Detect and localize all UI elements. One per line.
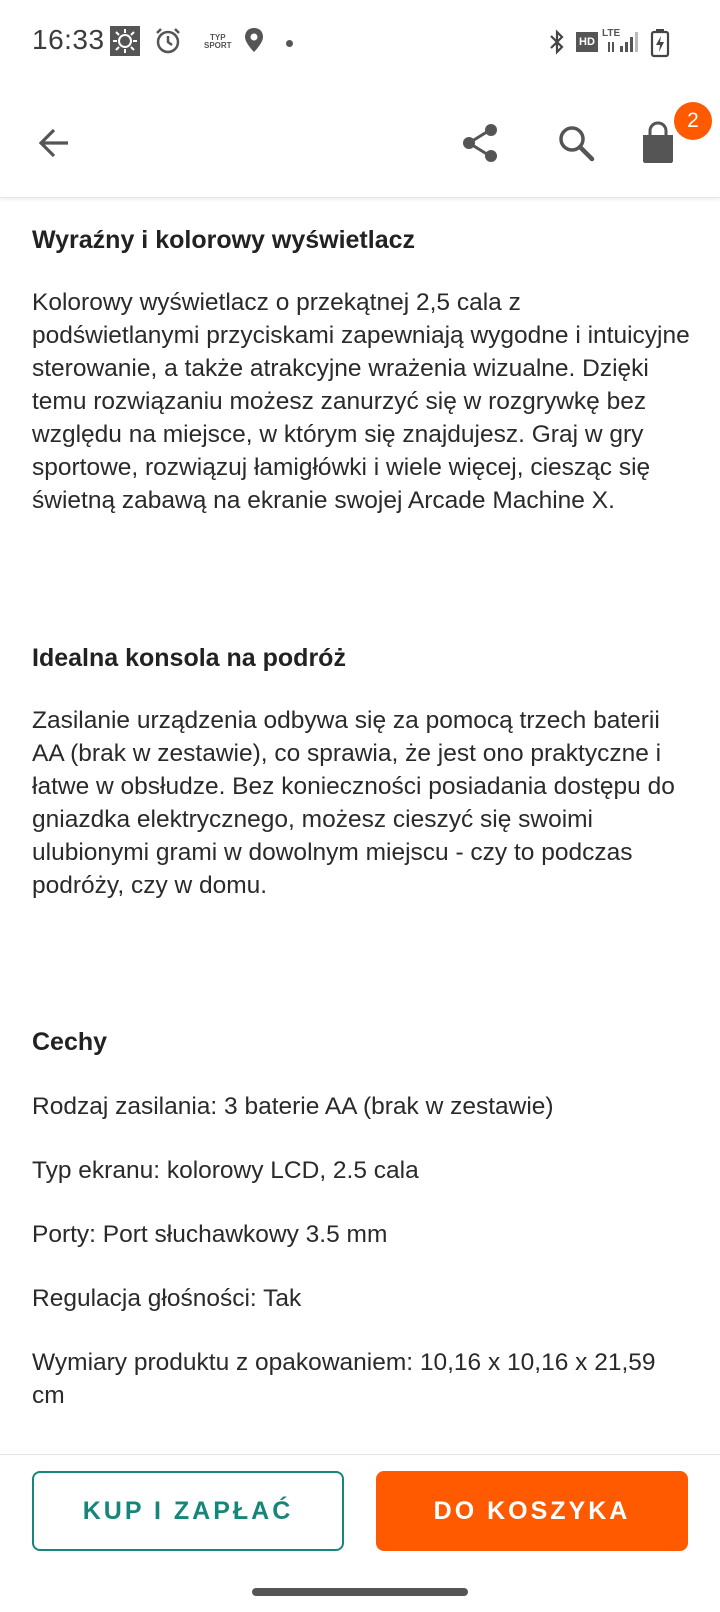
bottom-action-bar [0, 1454, 720, 1570]
section-text-travel: Zasilanie urządzenia odbywa się za pomocą trzech baterii AA (brak w zestawie), co sprawia, że jest ono praktyczne i łatwe w obsłudze. Bez konieczności posiadania dostępu do gniazdka elektrycznego, możesz cieszyć się swoimi ulubionymi grami w dowolnym miejscu - czy to podczas podróży, czy w domu. [32, 707, 675, 899]
battery-charging-icon [650, 28, 670, 58]
notification-dot [286, 40, 293, 47]
arrow-back-icon [36, 125, 72, 161]
feature-item: Wymiary produktu z opakowaniem: 10,16 x 10,16 x 21,59 cm [32, 1349, 656, 1409]
search-icon [557, 124, 595, 162]
lte-label: LTE [602, 28, 621, 39]
feature-item: Typ ekranu: kolorowy LCD, 2.5 cala [32, 1157, 419, 1184]
section-title-travel: Idealna konsola na podróż [32, 644, 346, 672]
home-gesture-handle[interactable] [252, 1588, 468, 1596]
back-button[interactable] [24, 113, 84, 173]
share-button[interactable] [450, 113, 510, 173]
section-title-features: Cechy [32, 1028, 108, 1056]
hd-icon: HD [576, 32, 598, 52]
feature-item: Porty: Port słuchawkowy 3.5 mm [32, 1221, 388, 1248]
add-to-cart-button[interactable]: DO KOSZYKA [376, 1471, 688, 1551]
brightness-icon [110, 26, 140, 56]
buy-now-button[interactable]: KUP I ZAPŁAĆ [32, 1471, 344, 1551]
section-title-display: Wyraźny i kolorowy wyświetlacz [32, 226, 416, 254]
location-icon [242, 26, 266, 56]
feature-item: Regulacja głośności: Tak [32, 1285, 302, 1312]
share-icon [460, 122, 500, 164]
status-time: 16:33 [32, 24, 105, 55]
top-toolbar [0, 88, 720, 198]
feature-item: Rodzaj zasilania: 3 baterie AA (brak w zestawie) [32, 1093, 554, 1120]
bluetooth-icon [548, 28, 566, 56]
product-description [32, 198, 692, 1454]
search-button[interactable] [546, 113, 606, 173]
status-bar [0, 0, 720, 88]
sport-label: SPORT [204, 41, 232, 50]
system-nav-bar [0, 1570, 720, 1612]
shopping-bag-icon [638, 121, 678, 165]
cart-count-badge: 2 [674, 102, 712, 140]
typ-label: TYP [210, 33, 226, 42]
lte-signal-icon [602, 28, 644, 54]
alarm-icon [154, 27, 182, 55]
typ-sport-icon [204, 34, 232, 50]
section-text-display: Kolorowy wyświetlacz o przekątnej 2,5 cala z podświetlanymi przyciskami zapewniają wygodne i intuicyjne sterowanie, a także atrakcyjne wrażenia wizualne. Dzięki temu rozwiązaniu możesz zanurzyć się w rozgrywkę bez względu na miejsce, w którym się znajdujesz. Graj w gry sportowe, rozwiązuj łamigłówki i wiele więcej, ciesząc się świetną zabawą na ekranie swojej Arcade Machine X. [32, 289, 690, 514]
